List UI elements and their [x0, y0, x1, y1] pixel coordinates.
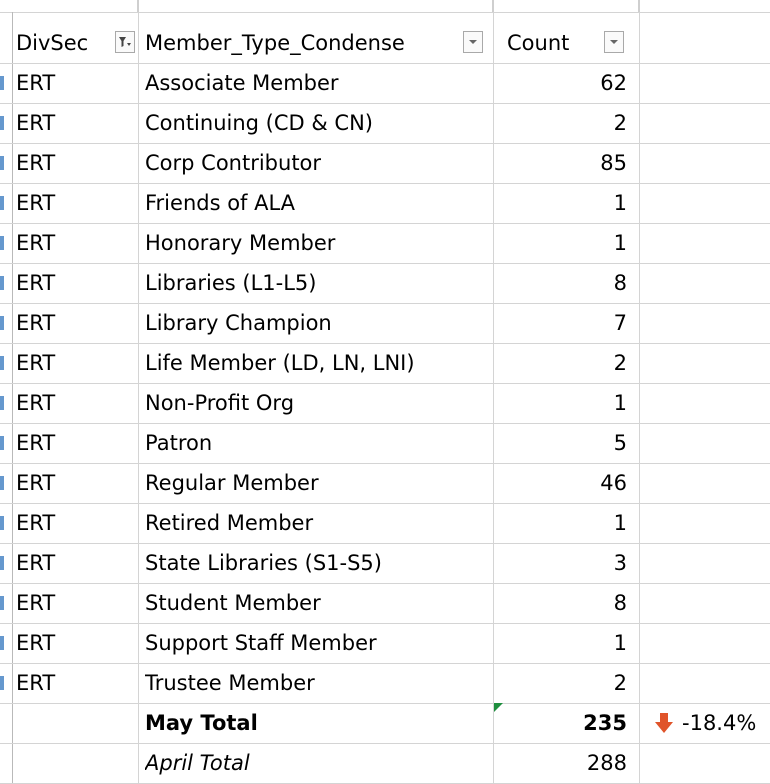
cell-divsec: ERT	[16, 391, 56, 415]
cell-count: 1	[613, 511, 627, 535]
cell-divsec: ERT	[16, 271, 56, 295]
cell-divsec: ERT	[16, 231, 56, 255]
cell-count: 1	[613, 391, 627, 415]
filter-icon	[118, 35, 132, 49]
cell-count: 62	[600, 71, 627, 95]
cell-member-type: Associate Member	[145, 71, 339, 95]
cell-member-type: Continuing (CD & CN)	[145, 111, 373, 135]
table-row[interactable]	[0, 103, 770, 144]
header-divsec: DivSec	[16, 31, 89, 55]
row-marker	[0, 596, 4, 610]
table-row[interactable]	[0, 263, 770, 304]
row-marker	[0, 516, 4, 530]
cell-divsec: ERT	[16, 591, 56, 615]
april-total-count: 288	[586, 751, 627, 775]
table-row[interactable]	[0, 223, 770, 264]
cell-member-type: Trustee Member	[145, 671, 315, 695]
table-row[interactable]	[0, 343, 770, 384]
cell-divsec: ERT	[16, 151, 56, 175]
row-marker	[0, 476, 4, 490]
cell-member-type: Retired Member	[145, 511, 314, 535]
row-marker	[0, 316, 4, 330]
table-row[interactable]	[0, 63, 770, 104]
cell-divsec: ERT	[16, 71, 56, 95]
chevron-down-icon	[467, 36, 479, 48]
row-marker	[0, 156, 4, 170]
april-total-label: April Total	[145, 751, 250, 775]
cell-count: 8	[613, 591, 627, 615]
header-row	[0, 23, 770, 64]
table-row[interactable]	[0, 583, 770, 624]
filter-dropdown-button[interactable]	[115, 31, 135, 53]
row-marker	[0, 636, 4, 650]
cell-count: 85	[600, 151, 627, 175]
cell-count: 2	[613, 351, 627, 375]
cell-member-type: Friends of ALA	[145, 191, 296, 215]
row-marker	[0, 556, 4, 570]
cell-count: 7	[613, 311, 627, 335]
may-total-row[interactable]	[0, 703, 770, 744]
may-total-label: May Total	[145, 711, 258, 735]
previous-row-strip	[0, 0, 770, 13]
down-arrow-icon	[652, 711, 676, 735]
member-type-dropdown-button[interactable]	[463, 31, 483, 53]
cell-count: 3	[613, 551, 627, 575]
table-row[interactable]	[0, 503, 770, 544]
april-total-row[interactable]	[0, 743, 770, 784]
row-marker	[0, 116, 4, 130]
row-marker	[0, 276, 4, 290]
table-row[interactable]	[0, 623, 770, 664]
cell-member-type: Student Member	[145, 591, 321, 615]
table-row[interactable]	[0, 543, 770, 584]
table-row[interactable]	[0, 423, 770, 464]
cell-divsec: ERT	[16, 471, 56, 495]
cell-member-type: Non-Profit Org	[145, 391, 295, 415]
chevron-down-icon	[608, 36, 620, 48]
cell-count: 2	[613, 671, 627, 695]
row-marker	[0, 76, 4, 90]
cell-member-type: Support Staff Member	[145, 631, 377, 655]
table-row[interactable]	[0, 663, 770, 704]
header-count: Count	[507, 31, 570, 55]
table-row[interactable]	[0, 183, 770, 224]
header-member-type: Member_Type_Condense	[145, 31, 405, 55]
column-divider	[492, 0, 494, 12]
cell-member-type: State Libraries (S1-S5)	[145, 551, 382, 575]
table-row[interactable]	[0, 143, 770, 184]
cell-count: 1	[613, 631, 627, 655]
cell-divsec: ERT	[16, 551, 56, 575]
cell-count: 5	[613, 431, 627, 455]
cell-divsec: ERT	[16, 191, 56, 215]
cell-count: 1	[613, 191, 627, 215]
cell-member-type: Regular Member	[145, 471, 319, 495]
cell-divsec: ERT	[16, 311, 56, 335]
table-row[interactable]	[0, 383, 770, 424]
row-marker	[0, 196, 4, 210]
cell-divsec: ERT	[16, 671, 56, 695]
cell-member-type: Library Champion	[145, 311, 332, 335]
percent-change: -18.4%	[682, 711, 757, 735]
cell-count: 46	[600, 471, 627, 495]
may-total-count: 235	[583, 711, 627, 735]
cell-divsec: ERT	[16, 631, 56, 655]
cell-count: 1	[613, 231, 627, 255]
row-marker	[0, 436, 4, 450]
cell-count: 8	[613, 271, 627, 295]
column-divider	[137, 0, 139, 12]
cell-count: 2	[613, 111, 627, 135]
cell-divsec: ERT	[16, 351, 56, 375]
cell-divsec: ERT	[16, 431, 56, 455]
cell-divsec: ERT	[16, 111, 56, 135]
row-marker	[0, 356, 4, 370]
column-divider	[638, 0, 640, 12]
cell-member-type: Libraries (L1-L5)	[145, 271, 317, 295]
cell-member-type: Honorary Member	[145, 231, 336, 255]
row-marker	[0, 236, 4, 250]
cell-member-type: Life Member (LD, LN, LNI)	[145, 351, 415, 375]
count-dropdown-button[interactable]	[604, 31, 624, 53]
row-marker	[0, 396, 4, 410]
row-marker	[0, 676, 4, 690]
cell-member-type: Corp Contributor	[145, 151, 322, 175]
cell-member-type: Patron	[145, 431, 213, 455]
table-row[interactable]	[0, 303, 770, 344]
table-row[interactable]	[0, 463, 770, 504]
cell-divsec: ERT	[16, 511, 56, 535]
